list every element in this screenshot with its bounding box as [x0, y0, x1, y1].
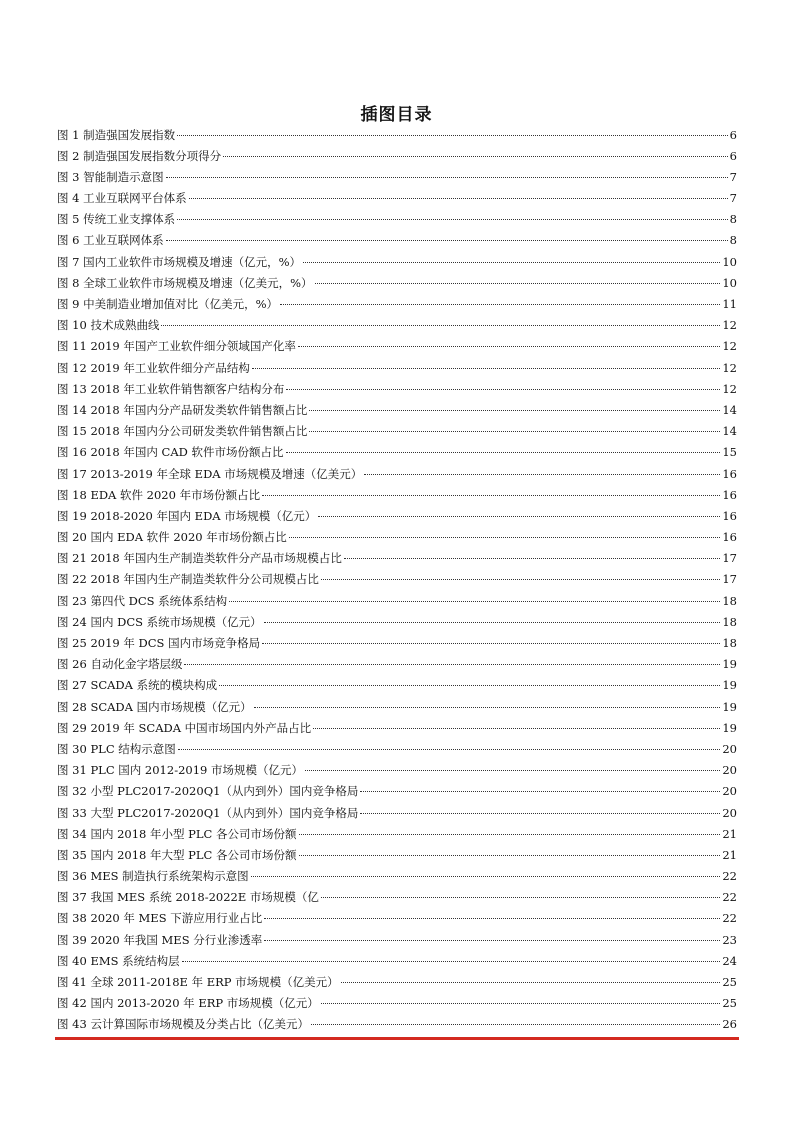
toc-dot-leader: [262, 495, 720, 496]
toc-entry-page: 24: [722, 953, 737, 968]
toc-entry[interactable]: [57, 273, 737, 294]
toc-entry-label: 图 40 EMS 系统结构层: [57, 953, 180, 968]
toc-dot-leader: [264, 918, 720, 919]
toc-dot-leader: [318, 516, 720, 517]
toc-entry-page: 25: [722, 975, 737, 989]
toc-dot-leader: [289, 537, 721, 538]
toc-entry[interactable]: [57, 506, 737, 527]
toc-entry[interactable]: [57, 803, 737, 824]
page-title: 插图目录: [360, 105, 433, 125]
toc-entry-page: 11: [722, 297, 737, 311]
toc-entry-label: 图 30 PLC 结构示意图: [57, 741, 176, 756]
toc-entry-label: 图 19 2018-2020 年国内 EDA 市场规模（亿元）: [57, 508, 317, 523]
toc-dot-leader: [280, 304, 720, 305]
toc-dot-leader: [184, 664, 720, 665]
toc-entry-label: 图 31 PLC 国内 2012-2019 市场规模（亿元）: [57, 763, 304, 778]
toc-dot-leader: [251, 876, 721, 877]
toc-entry-page: 23: [722, 932, 737, 947]
toc-dot-leader: [360, 791, 720, 792]
toc-entry-page: 19: [722, 657, 737, 672]
toc-entry[interactable]: [57, 294, 737, 315]
bottom-divider: [55, 1037, 739, 1040]
toc-entry-page: 20: [722, 741, 737, 756]
toc-entry-label: 图 13 2018 年工业软件销售额客户结构分布: [57, 381, 285, 396]
toc-entry-label: 图 43 云计算国际市场规模及分类占比（亿美元）: [57, 1017, 309, 1032]
toc-entry-page: 7: [729, 169, 737, 184]
toc-entry[interactable]: [57, 675, 737, 696]
toc-entry-page: 19: [722, 699, 737, 714]
toc-dot-leader: [298, 346, 720, 347]
toc-entry-label: 图 25 2019 年 DCS 国内市场竞争格局: [57, 636, 261, 650]
toc-dot-leader: [286, 389, 720, 390]
toc-entry-page: 14: [722, 424, 737, 439]
toc-dot-leader: [229, 601, 720, 602]
toc-entry[interactable]: [57, 315, 737, 336]
toc-dot-leader: [166, 177, 728, 178]
toc-entry-label: 图 17 2013-2019 年全球 EDA 市场规模及增速（亿美元）: [57, 466, 363, 481]
toc-entry-page: 18: [722, 636, 737, 650]
toc-entry-label: 图 18 EDA 软件 2020 年市场份额占比: [57, 487, 261, 502]
toc-dot-leader: [182, 961, 721, 962]
toc-entry[interactable]: [57, 442, 737, 463]
toc-entry-label: 图 24 国内 DCS 系统市场规模（亿元）: [57, 614, 262, 629]
toc-entry-label: 图 27 SCADA 系统的模块构成: [57, 678, 218, 693]
toc-entry[interactable]: [57, 336, 737, 357]
toc-entry[interactable]: [57, 781, 737, 802]
toc-entry-page: 20: [722, 784, 737, 799]
toc-entry[interactable]: [57, 930, 737, 951]
toc-dot-leader: [315, 283, 721, 284]
toc-entry-label: 图 38 2020 年 MES 下游应用行业占比: [57, 911, 263, 926]
figure-toc-list: [57, 125, 737, 1036]
toc-entry-page: 18: [722, 593, 737, 608]
toc-entry-label: 图 15 2018 年国内分公司研发类软件销售额占比: [57, 424, 308, 439]
toc-entry-label: 图 11 2019 年国产工业软件细分领域国产化率: [57, 339, 296, 354]
toc-entry[interactable]: [57, 633, 737, 654]
toc-dot-leader: [299, 834, 721, 835]
toc-dot-leader: [299, 855, 721, 856]
toc-dot-leader: [262, 643, 720, 644]
toc-dot-leader: [166, 240, 728, 241]
toc-dot-leader: [264, 940, 720, 941]
toc-entry-page: 25: [722, 996, 737, 1011]
toc-entry-label: 图 39 2020 年我国 MES 分行业渗透率: [57, 932, 263, 947]
toc-entry[interactable]: [57, 548, 737, 569]
toc-entry-page: 18: [722, 614, 737, 629]
toc-entry[interactable]: [57, 887, 737, 908]
toc-entry-page: 21: [722, 847, 737, 862]
toc-dot-leader: [360, 813, 720, 814]
toc-entry-page: 19: [722, 678, 737, 693]
toc-entry-label: 图 7 国内工业软件市场规模及增速（亿元，%）: [57, 254, 302, 269]
toc-dot-leader: [178, 749, 721, 750]
toc-entry[interactable]: [57, 697, 737, 718]
toc-entry-label: 图 26 自动化金字塔层级: [57, 657, 183, 672]
toc-entry[interactable]: [57, 718, 737, 739]
toc-entry[interactable]: [57, 908, 737, 929]
toc-entry[interactable]: [57, 845, 737, 866]
toc-entry-page: 16: [722, 508, 737, 523]
toc-entry-page: 22: [722, 890, 737, 905]
toc-entry-label: 图 21 2018 年国内生产制造类软件分产品市场规模占比: [57, 551, 342, 566]
toc-entry-page: 16: [722, 530, 737, 545]
toc-entry-label: 图 22 2018 年国内生产制造类软件分公司规模占比: [57, 572, 319, 587]
toc-entry[interactable]: [57, 972, 737, 993]
toc-entry-page: 17: [722, 572, 737, 587]
toc-dot-leader: [254, 707, 721, 708]
toc-dot-leader: [286, 452, 721, 453]
toc-entry-label: 图 29 2019 年 SCADA 中国市场国内外产品占比: [57, 720, 312, 735]
toc-dot-leader: [309, 431, 720, 432]
toc-entry[interactable]: [57, 188, 737, 209]
toc-dot-leader: [252, 368, 720, 369]
toc-dot-leader: [303, 262, 720, 263]
toc-dot-leader: [161, 325, 720, 326]
toc-dot-leader: [264, 622, 721, 623]
toc-entry[interactable]: [57, 358, 737, 379]
toc-entry-label: 图 4 工业互联网平台体系: [57, 191, 187, 206]
toc-entry-page: 8: [729, 233, 737, 248]
toc-entry-page: 21: [722, 826, 737, 841]
toc-entry-label: 图 42 国内 2013-2020 年 ERP 市场规模（亿元）: [57, 996, 319, 1011]
toc-entry[interactable]: [57, 654, 737, 675]
toc-entry-label: 图 34 国内 2018 年小型 PLC 各公司市场份额: [57, 826, 297, 841]
toc-entry[interactable]: [57, 125, 737, 146]
toc-entry-label: 图 12 2019 年工业软件细分产品结构: [57, 360, 250, 375]
toc-entry-label: 图 1 制造强国发展指数: [57, 127, 176, 142]
toc-entry-page: 22: [722, 869, 737, 884]
toc-entry-label: 图 41 全球 2011-2018E 年 ERP 市场规模（亿美元）: [57, 975, 339, 989]
toc-entry-page: 22: [722, 911, 737, 926]
toc-entry-page: 6: [729, 148, 737, 163]
toc-entry[interactable]: [57, 230, 737, 251]
toc-dot-leader: [321, 1003, 721, 1004]
toc-entry[interactable]: [57, 739, 737, 760]
toc-entry-page: 10: [722, 254, 737, 269]
toc-entry-label: 图 35 国内 2018 年大型 PLC 各公司市场份额: [57, 847, 297, 862]
toc-entry-label: 图 28 SCADA 国内市场规模（亿元）: [57, 699, 252, 714]
toc-entry-page: 14: [722, 402, 737, 417]
toc-entry[interactable]: [57, 1014, 737, 1035]
toc-entry-page: 16: [722, 487, 737, 502]
toc-entry[interactable]: [57, 866, 737, 887]
toc-entry-page: 8: [729, 212, 737, 227]
toc-entry-label: 图 3 智能制造示意图: [57, 169, 164, 184]
toc-entry[interactable]: [57, 824, 737, 845]
toc-entry[interactable]: [57, 167, 737, 188]
toc-entry-page: 26: [722, 1017, 737, 1032]
toc-entry-label: 图 2 制造强国发展指数分项得分: [57, 148, 222, 163]
toc-entry-page: 12: [722, 339, 737, 354]
toc-entry[interactable]: [57, 464, 737, 485]
toc-dot-leader: [309, 410, 720, 411]
toc-entry-label: 图 36 MES 制造执行系统架构示意图: [57, 869, 249, 884]
toc-entry[interactable]: [57, 252, 737, 273]
toc-entry[interactable]: [57, 993, 737, 1014]
toc-entry[interactable]: [57, 527, 737, 548]
toc-entry-page: 17: [722, 551, 737, 566]
toc-entry-label: 图 23 第四代 DCS 系统体系结构: [57, 593, 228, 608]
toc-entry-page: 20: [722, 805, 737, 820]
toc-entry[interactable]: [57, 760, 737, 781]
toc-entry[interactable]: [57, 379, 737, 400]
toc-entry-label: 图 6 工业互联网体系: [57, 233, 164, 248]
toc-dot-leader: [341, 982, 721, 983]
toc-entry-label: 图 20 国内 EDA 软件 2020 年市场份额占比: [57, 530, 287, 545]
toc-dot-leader: [223, 156, 728, 157]
toc-entry-label: 图 5 传统工业支撑体系: [57, 212, 176, 227]
toc-entry-page: 12: [722, 360, 737, 375]
toc-entry-label: 图 9 中美制造业增加值对比（亿美元，%）: [57, 297, 279, 311]
toc-dot-leader: [344, 558, 720, 559]
toc-entry-label: 图 8 全球工业软件市场规模及增速（亿美元，%）: [57, 275, 313, 290]
toc-dot-leader: [219, 685, 720, 686]
toc-entry[interactable]: [57, 569, 737, 590]
toc-dot-leader: [311, 1024, 720, 1025]
toc-entry-label: 图 33 大型 PLC2017-2020Q1（从内到外）国内竞争格局: [57, 805, 359, 820]
toc-entry-page: 10: [722, 275, 737, 290]
toc-dot-leader: [177, 135, 728, 136]
toc-dot-leader: [177, 219, 728, 220]
toc-dot-leader: [321, 579, 720, 580]
toc-entry-page: 12: [722, 318, 737, 333]
toc-entry-page: 7: [729, 191, 737, 206]
toc-dot-leader: [321, 897, 720, 898]
toc-dot-leader: [189, 198, 728, 199]
toc-entry-page: 6: [729, 127, 737, 142]
toc-entry-page: 20: [722, 763, 737, 778]
toc-entry-label: 图 10 技术成熟曲线: [57, 318, 160, 333]
toc-dot-leader: [305, 770, 720, 771]
toc-entry-label: 图 16 2018 年国内 CAD 软件市场份额占比: [57, 445, 284, 460]
toc-entry[interactable]: [57, 951, 737, 972]
toc-entry[interactable]: [57, 209, 737, 230]
toc-entry-label: 图 14 2018 年国内分产品研发类软件销售额占比: [57, 402, 308, 417]
toc-entry[interactable]: [57, 421, 737, 442]
toc-entry[interactable]: [57, 591, 737, 612]
toc-entry[interactable]: [57, 400, 737, 421]
toc-entry[interactable]: [57, 612, 737, 633]
toc-dot-leader: [364, 474, 720, 475]
toc-entry-label: 图 32 小型 PLC2017-2020Q1（从内到外）国内竞争格局: [57, 784, 359, 799]
toc-entry[interactable]: [57, 146, 737, 167]
toc-entry-page: 12: [722, 381, 737, 396]
toc-dot-leader: [313, 728, 720, 729]
toc-entry[interactable]: [57, 485, 737, 506]
toc-entry-page: 19: [722, 720, 737, 735]
toc-entry-page: 15: [722, 445, 737, 460]
toc-entry-label: 图 37 我国 MES 系统 2018-2022E 市场规模（亿: [57, 890, 319, 905]
toc-entry-page: 16: [722, 466, 737, 481]
